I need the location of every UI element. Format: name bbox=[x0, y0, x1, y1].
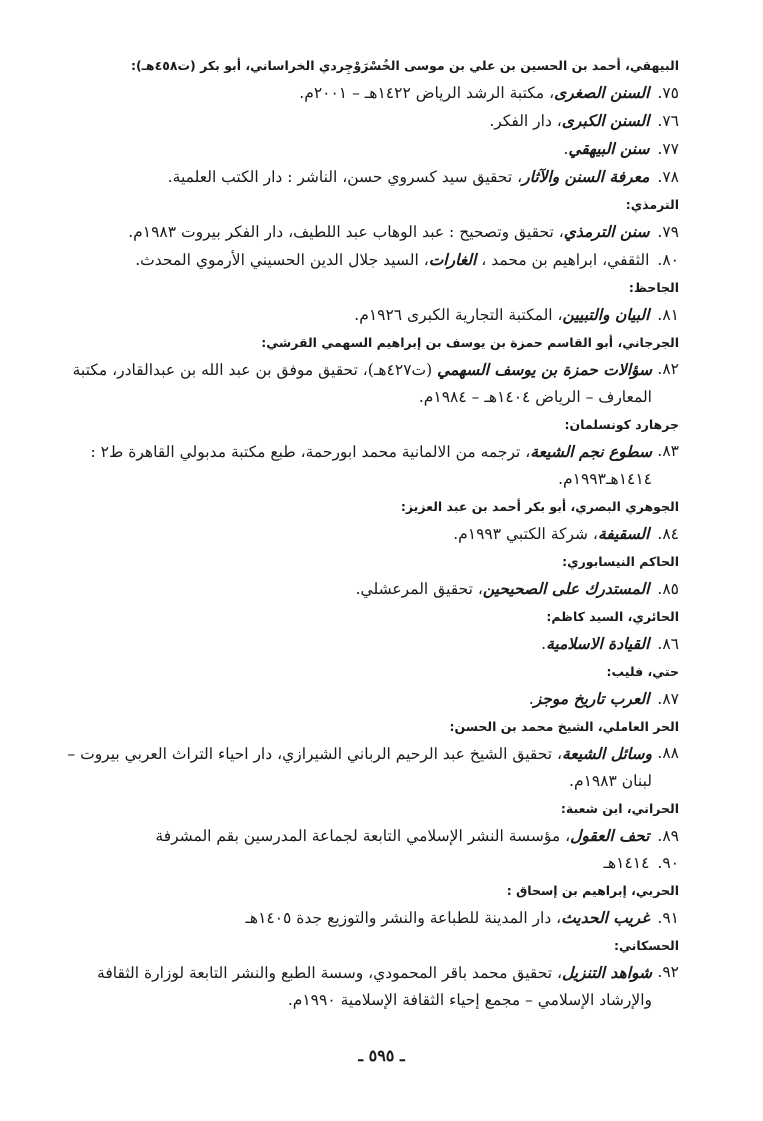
reference-item bbox=[59, 438, 679, 493]
item-details: ، ترجمه من الالمانية محمد ابورحمة، طبع مكتبة مدبولي القاهرة ط٢ : ١٤١٤هـ١٩٩٣م. bbox=[90, 443, 652, 488]
reference-item bbox=[59, 301, 679, 329]
item-details: ، مؤسسة النشر الإسلامي التابعة لجماعة المدرسين بقم المشرفة bbox=[155, 827, 571, 845]
item-title: غريب الحديث bbox=[561, 908, 650, 927]
item-details: ، تحقيق وتصحيح : عبد الوهاب عبد اللطيف، دار الفكر بيروت ١٩٨٣م. bbox=[128, 223, 564, 241]
item-details: ١٤١٤هـ bbox=[603, 854, 650, 872]
item-title: الغارات bbox=[428, 250, 477, 269]
item-title: شواهد التنزيل bbox=[562, 963, 652, 982]
reference-item bbox=[59, 959, 679, 1014]
reference-item bbox=[59, 904, 679, 932]
item-number: ٨٠. bbox=[657, 251, 679, 269]
reference-item bbox=[59, 740, 679, 795]
reference-item bbox=[59, 520, 679, 548]
item-number: ٨٣. bbox=[657, 442, 679, 460]
item-title: السنن الكبرى bbox=[561, 111, 650, 130]
item-title: سنن البيهقي bbox=[568, 139, 650, 158]
item-number: ٨٩. bbox=[657, 827, 679, 845]
item-details: ، دار الفكر. bbox=[489, 112, 562, 130]
item-title: المستدرك على الصحيحين bbox=[482, 579, 650, 598]
author-heading: الحراني، ابن شعبة: bbox=[560, 801, 679, 816]
author-heading: الحاكم النيسابوري: bbox=[562, 554, 679, 569]
author-heading: الحسكاني: bbox=[613, 938, 679, 953]
item-title: سنن الترمذي bbox=[563, 222, 650, 241]
item-number: ٨٢. bbox=[657, 360, 679, 378]
reference-item bbox=[59, 850, 679, 877]
author-heading: الجاحظ: bbox=[628, 280, 679, 295]
item-details: (ت٤٢٧هـ)، تحقيق موفق بن عبد الله بن عبدالقادر، مكتبة المعارف – الرياض ١٤٠٤هـ – ١٩٨٤م. bbox=[72, 361, 652, 406]
item-number: ٧٨. bbox=[657, 168, 679, 186]
item-number: ٨٤. bbox=[657, 525, 679, 543]
item-details: ، السيد جلال الدين الحسيني الأرموي المحدث. bbox=[135, 251, 429, 269]
item-details: ، تحقيق محمد باقر المحمودي، وسسة الطبع والنشر التابعة لوزارة الثقافة والإرشاد الإسلامي – مجمع إحياء الثقافة الإسلامية ١٩٩٠م. bbox=[97, 964, 652, 1009]
reference-item bbox=[59, 356, 679, 411]
reference-item bbox=[59, 246, 679, 274]
item-number: ٨١. bbox=[657, 306, 679, 324]
item-title: معرفة السنن والآثار bbox=[522, 167, 650, 186]
reference-item bbox=[59, 163, 679, 191]
item-details: . bbox=[541, 635, 547, 653]
item-number: ٩١. bbox=[657, 909, 679, 927]
reference-item bbox=[59, 685, 679, 713]
reference-item bbox=[59, 135, 679, 163]
item-details: ، تحقيق المرعشلي. bbox=[355, 580, 483, 598]
author-heading: الحائري، السيد كاظم: bbox=[546, 609, 679, 624]
author-heading: الحر العاملي، الشيخ محمد بن الحسن: bbox=[449, 719, 679, 734]
item-title: العرب تاريخ موجز bbox=[533, 689, 650, 708]
author-heading: الترمذي: bbox=[625, 197, 679, 212]
item-details: ، المكتبة التجارية الكبرى ١٩٢٦م. bbox=[354, 306, 563, 324]
bibliography-list bbox=[59, 52, 679, 1014]
item-title: السقيفة bbox=[597, 524, 650, 543]
item-details: . bbox=[563, 140, 569, 158]
item-title: سؤالات حمزة بن يوسف السهمي bbox=[437, 360, 652, 379]
item-details: . bbox=[528, 690, 534, 708]
item-title: السنن الصغرى bbox=[554, 83, 650, 102]
author-heading: الجرجاني، أبو القاسم حمزة بن يوسف بن إبراهيم السهمي القرشي: bbox=[261, 335, 679, 350]
item-title: سطوع نجم الشيعة bbox=[530, 442, 652, 461]
item-prefix: الثقفي، ابراهيم بن محمد ، bbox=[481, 251, 650, 269]
item-number: ٧٦. bbox=[657, 112, 679, 130]
reference-item bbox=[59, 107, 679, 135]
author-heading: جرهارد كونسلمان: bbox=[564, 417, 679, 432]
item-details: ، تحقيق الشيخ عبد الرحيم الرباني الشيرازي، دار احياء التراث العربي بيروت – لبنان ١٩٨٣م. bbox=[67, 745, 652, 790]
item-number: ٨٦. bbox=[657, 635, 679, 653]
reference-item bbox=[59, 575, 679, 603]
item-details: ، شركة الكتبي ١٩٩٣م. bbox=[453, 525, 598, 543]
item-details: ، دار المدينة للطباعة والنشر والتوزيع جدة ١٤٠٥هـ bbox=[245, 909, 562, 927]
author-heading: الحربي، إبراهيم بن إسحاق : bbox=[506, 883, 679, 898]
item-number: ٧٩. bbox=[657, 223, 679, 241]
item-title: تحف العقول bbox=[570, 826, 650, 845]
author-heading: حتي، فليب: bbox=[606, 664, 679, 679]
author-heading: الجوهري البصري، أبو بكر أحمد بن عبد العزيز: bbox=[400, 499, 679, 514]
reference-item bbox=[59, 630, 679, 658]
item-number: ٨٨. bbox=[657, 744, 679, 762]
author-heading: البيهقي، أحمد بن الحسين بن علي بن موسى الخُسْرَوْجِردي الخراساني، أبو بكر (ت٤٥٨هـ): bbox=[130, 58, 679, 73]
item-number: ٨٧. bbox=[657, 690, 679, 708]
item-title: القيادة الاسلامية bbox=[546, 634, 650, 653]
reference-item bbox=[59, 822, 679, 850]
item-details: ، تحقيق سيد كسروي حسن، الناشر : دار الكتب العلمية. bbox=[167, 168, 523, 186]
item-title: البيان والتبيين bbox=[562, 305, 650, 324]
item-number: ٩٢. bbox=[657, 963, 679, 981]
item-number: ٨٥. bbox=[657, 580, 679, 598]
reference-item bbox=[59, 79, 679, 107]
item-number: ٧٥. bbox=[657, 84, 679, 102]
item-title: وسائل الشيعة bbox=[562, 744, 652, 763]
item-number: ٩٠. bbox=[657, 854, 679, 872]
reference-item bbox=[59, 218, 679, 246]
item-details: ، مكتبة الرشد الرياض ١٤٢٢هـ – ٢٠٠١م. bbox=[299, 84, 555, 102]
item-number: ٧٧. bbox=[657, 140, 679, 158]
page-number: ـ ٥٩٥ ـ bbox=[358, 1046, 405, 1065]
